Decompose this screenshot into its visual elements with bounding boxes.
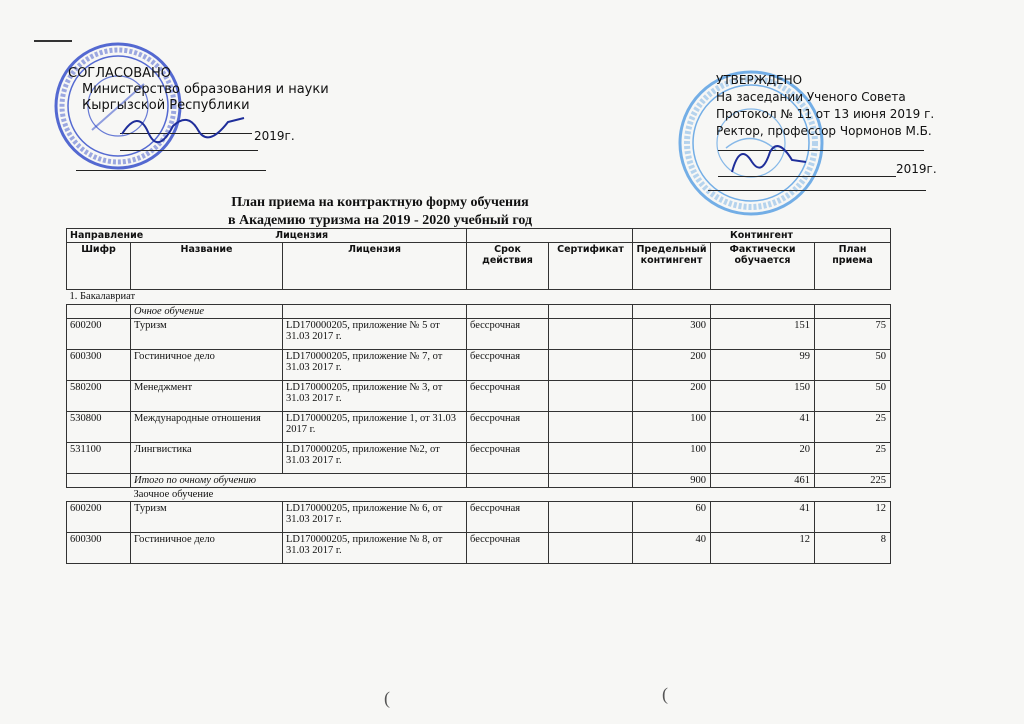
approval-right-line1: На заседании Ученого Совета	[716, 90, 906, 104]
cell-limit: 200	[633, 381, 711, 412]
col-license: Лицензия	[283, 243, 467, 290]
cell-certificate	[549, 350, 633, 381]
cell-license: LD170000205, приложение № 6, от 31.03 2017 г.	[283, 502, 467, 533]
cell-name: Гостиничное дело	[131, 533, 283, 564]
cell-license: LD170000205, приложение №2, от 31.03 2017 г.	[283, 443, 467, 474]
cell-code: 531100	[67, 443, 131, 474]
cell-term: бессрочная	[467, 319, 549, 350]
col-certificate: Сертификат	[549, 243, 633, 290]
cell-code: 530800	[67, 412, 131, 443]
table-row	[67, 350, 891, 381]
cell-actual: 12	[711, 533, 815, 564]
cell-term: бессрочная	[467, 412, 549, 443]
cell-limit: 300	[633, 319, 711, 350]
table-column-header	[67, 243, 891, 290]
cell-actual: 151	[711, 319, 815, 350]
col-term: Срок действия	[467, 243, 549, 290]
cell-name: Туризм	[131, 319, 283, 350]
cell-code: 600200	[67, 502, 131, 533]
col-name: Название	[131, 243, 283, 290]
approval-right-heading: УТВЕРЖДЕНО	[716, 73, 803, 87]
scan-mark-bottom-left: (	[384, 688, 390, 708]
cell-name: Менеджмент	[131, 381, 283, 412]
full-time-rows	[67, 319, 891, 474]
table-row	[67, 319, 891, 350]
cell-license: LD170000205, приложение № 3, от 31.03 2017 г.	[283, 381, 467, 412]
cell-actual: 41	[711, 502, 815, 533]
cell-term: бессрочная	[467, 381, 549, 412]
cell-name: Лингвистика	[131, 443, 283, 474]
total-actual: 461	[711, 474, 815, 488]
full-time-total-row	[67, 474, 891, 488]
approval-left-date: 2019г.	[254, 129, 295, 143]
cell-name: Международные отношения	[131, 412, 283, 443]
col-code: Шифр	[67, 243, 131, 290]
cell-limit: 60	[633, 502, 711, 533]
cell-certificate	[549, 533, 633, 564]
approval-left-heading: СОГЛАСОВАНО	[68, 66, 172, 81]
cell-term: бессрочная	[467, 443, 549, 474]
col-plan: План приема	[815, 243, 891, 290]
cell-limit: 100	[633, 443, 711, 474]
cell-certificate	[549, 381, 633, 412]
approval-left-line1: Министерство образования и науки	[82, 82, 329, 97]
full-time-label: Очное обучение	[131, 305, 283, 319]
group-contingent: Контингент	[633, 229, 891, 243]
table-row	[67, 412, 891, 443]
cell-plan: 25	[815, 443, 891, 474]
part-time-label-row	[67, 488, 891, 502]
cell-certificate	[549, 412, 633, 443]
cell-limit: 100	[633, 412, 711, 443]
cell-plan: 12	[815, 502, 891, 533]
approval-right-line3: Ректор, профессор Чормонов М.Б.	[716, 124, 932, 138]
title-line-1: План приема на контрактную форму обучения	[231, 195, 529, 210]
table-group-header	[67, 229, 891, 243]
cell-plan: 50	[815, 350, 891, 381]
approval-right-date: 2019г.	[896, 162, 937, 176]
cell-limit: 200	[633, 350, 711, 381]
cell-actual: 150	[711, 381, 815, 412]
col-actual: Фактически обучается	[711, 243, 815, 290]
cell-actual: 99	[711, 350, 815, 381]
part-time-label: Заочное обучение	[133, 489, 214, 500]
cell-license: LD170000205, приложение 1, от 31.03 2017 г.	[283, 412, 467, 443]
signature-left	[118, 104, 248, 144]
sub-line-right	[708, 190, 926, 191]
cell-plan: 50	[815, 381, 891, 412]
cell-code: 580200	[67, 381, 131, 412]
part-time-rows	[67, 502, 891, 564]
cell-certificate	[549, 319, 633, 350]
title-line-2: в Академию туризма на 2019 - 2020 учебный год	[227, 213, 533, 228]
full-time-label-row	[67, 305, 891, 319]
cell-actual: 41	[711, 412, 815, 443]
col-limit: Предельный контингент	[633, 243, 711, 290]
signature-right	[722, 132, 812, 182]
scan-mark-bottom-right: (	[662, 684, 668, 704]
table-row	[67, 502, 891, 533]
section-bachelor-label: 1. Бакалавриат	[69, 291, 136, 302]
cell-license: LD170000205, приложение № 5 от 31.03 2017 г.	[283, 319, 467, 350]
approval-right-line2: Протокол № 11 от 13 июня 2019 г.	[716, 107, 935, 121]
cell-certificate	[549, 502, 633, 533]
group-empty	[467, 229, 633, 243]
cell-plan: 8	[815, 533, 891, 564]
document-title	[0, 194, 760, 230]
cell-license: LD170000205, приложение № 7, от 31.03 2017 г.	[283, 350, 467, 381]
cell-actual: 20	[711, 443, 815, 474]
full-time-total-label: Итого по очному обучению	[131, 474, 467, 488]
cell-code: 600300	[67, 533, 131, 564]
cell-code: 600300	[67, 350, 131, 381]
group-direction: Направление Лицензия	[67, 229, 467, 243]
sub-line-left	[76, 170, 266, 171]
approval-left-line2: Кыргызской Республики	[82, 98, 250, 113]
total-limit: 900	[633, 474, 711, 488]
table-row	[67, 533, 891, 564]
cell-name: Туризм	[131, 502, 283, 533]
section-bachelor	[67, 290, 891, 305]
admission-plan-table	[66, 228, 891, 564]
cell-limit: 40	[633, 533, 711, 564]
cell-certificate	[549, 443, 633, 474]
approval-right	[716, 72, 956, 140]
table-row	[67, 381, 891, 412]
cell-license: LD170000205, приложение № 8, от 31.03 2017 г.	[283, 533, 467, 564]
cell-name: Гостиничное дело	[131, 350, 283, 381]
cell-plan: 25	[815, 412, 891, 443]
total-plan: 225	[815, 474, 891, 488]
cell-term: бессрочная	[467, 502, 549, 533]
cell-term: бессрочная	[467, 350, 549, 381]
date-line-left	[120, 150, 258, 151]
cell-code: 600200	[67, 319, 131, 350]
table-row	[67, 443, 891, 474]
cell-plan: 75	[815, 319, 891, 350]
cell-term: бессрочная	[467, 533, 549, 564]
